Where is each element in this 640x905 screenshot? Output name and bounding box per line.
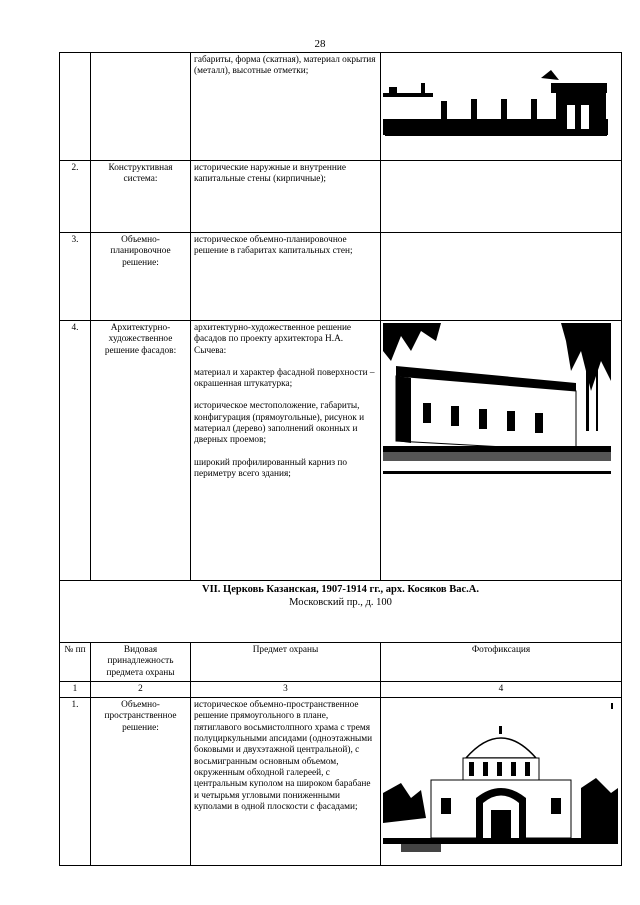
church-photo — [381, 698, 622, 864]
section-title: VII. Церковь Казанская, 1907-1914 гг., арх. Косяков Вас.А. — [202, 584, 479, 595]
row-number: 3. — [60, 233, 91, 321]
subject-paragraph: историческое объемно-планировочное решение в габаритах капитальных стен; — [194, 235, 353, 257]
subject-paragraph: историческое объемно-пространственное решение прямоугольного в плане, пятиглавого восьмистолпного храма с тремя полуциркульными апсидами (одноэтажными боковыми и двухэтажной центральной), с восьмигранным основным объемом, окруженным обходной галереей, с центральным куполом на широком барабане и четырьмя угловыми пониженными куполами в одной плоскости с фасадами; — [194, 700, 373, 812]
section-heading — [60, 581, 622, 643]
photo-cell — [381, 698, 622, 866]
row-type — [91, 53, 191, 161]
photo-cell — [381, 161, 622, 233]
row-number — [60, 53, 91, 161]
page-number: 28 — [314, 38, 326, 50]
column-index: 4 — [381, 681, 622, 697]
table-row — [60, 321, 622, 581]
row-subject — [191, 161, 381, 233]
section-address: Московский пр., д. 100 — [289, 597, 392, 608]
row-type: Конструктивная система: — [91, 161, 191, 233]
row-number: 1. — [60, 698, 91, 866]
header-photo: Фотофиксация — [381, 643, 622, 682]
column-index: 3 — [191, 681, 381, 697]
subject-paragraph: историческое местоположение, габариты, конфигурация (прямоугольные), рисунок и материал (дерево) заполнений оконных и дверных проемов; — [194, 401, 365, 446]
section-heading-row — [60, 581, 622, 643]
row-subject — [191, 233, 381, 321]
building-facade-photo — [381, 321, 622, 491]
building-roof-photo — [381, 53, 622, 159]
table-row — [60, 233, 622, 321]
photo-cell — [381, 233, 622, 321]
subject-paragraph: габариты, форма (скатная), материал окрытия (металл), высотные отметки; — [194, 55, 376, 77]
row-type: Объемно-пространственное решение: — [91, 698, 191, 866]
row-number: 2. — [60, 161, 91, 233]
row-subject — [191, 53, 381, 161]
header-number: № пп — [60, 643, 91, 682]
row-type: Архитектурно-художественное решение фасадов: — [91, 321, 191, 581]
column-index-row — [60, 681, 622, 697]
table-row — [60, 53, 622, 161]
row-type: Объемно-планировочное решение: — [91, 233, 191, 321]
header-subject: Предмет охраны — [191, 643, 381, 682]
photo-cell — [381, 321, 622, 581]
photo-cell — [381, 53, 622, 161]
protection-table — [59, 52, 622, 866]
table-row — [60, 161, 622, 233]
column-index: 1 — [60, 681, 91, 697]
row-subject — [191, 698, 381, 866]
subject-paragraph: исторические наружные и внутренние капитальные стены (кирпичные); — [194, 163, 346, 185]
table-header-row — [60, 643, 622, 682]
column-index: 2 — [91, 681, 191, 697]
row-subject — [191, 321, 381, 581]
table-row — [60, 698, 622, 866]
subject-paragraph: материал и характер фасадной поверхности – окрашенная штукатурка; — [194, 367, 375, 390]
header-type: Видовая принадлежность предмета охраны — [91, 643, 191, 682]
subject-paragraph: широкий профилированный карниз по периметру всего здания; — [194, 457, 348, 479]
row-number: 4. — [60, 321, 91, 581]
subject-paragraph: архитектурно-художественное решение фасадов по проекту архитектора Н.А. Сычева: — [194, 323, 352, 356]
